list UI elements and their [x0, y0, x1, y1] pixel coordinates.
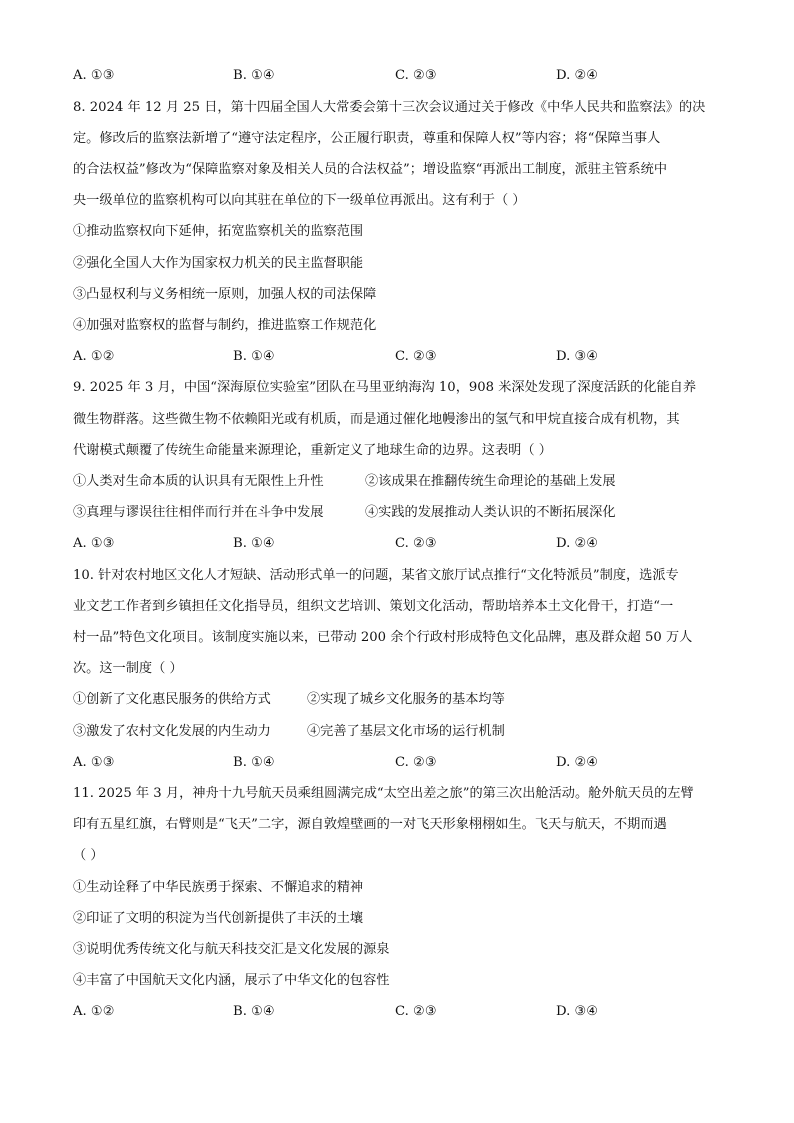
q8-statement: ①推动监察权向下延伸，拓宽监察机关的监察范围 — [73, 224, 364, 239]
q11-statement: ③说明优秀传统文化与航天科技交汇是文化发展的源泉 — [73, 942, 390, 957]
q10-option-d[interactable]: D. ②④ — [556, 755, 599, 770]
q9-statement-row — [73, 472, 733, 492]
q10-option-b[interactable]: B. ①④ — [233, 755, 275, 770]
q10-stem-line: 次。这一制度（ ） — [73, 661, 183, 676]
q8-option-b[interactable]: B. ①④ — [233, 349, 275, 364]
q11-statement: ④丰富了中国航天文化内涵，展示了中华文化的包容性 — [73, 973, 390, 988]
q11-stem-line: 印有五星红旗，右臂则是“飞天”二字，源自敦煌壁画的一对飞天形象栩栩如生。飞天与航天，不期而遇 — [73, 817, 667, 832]
q10-option-a[interactable]: A. ①③ — [73, 755, 115, 770]
q11-stem-line: （ ） — [73, 848, 104, 863]
q10-stem-line: 业文艺工作者到乡镇担任文化指导员，组织文艺培训、策划文化活动，帮助培养本土文化骨干，打造“一 — [73, 599, 674, 614]
q11-option-b[interactable]: B. ①④ — [233, 1004, 275, 1019]
q11-option-d[interactable]: D. ③④ — [556, 1004, 599, 1019]
q10-statement: ④完善了基层文化市场的运行机制 — [307, 724, 505, 739]
q11-option-c[interactable]: C. ②③ — [395, 1004, 437, 1019]
q9-stem-line: 代谢模式颠覆了传统生命能量来源理论，重新定义了地球生命的边界。这表明（ ） — [73, 443, 552, 458]
q9-option-a[interactable]: A. ①③ — [73, 536, 115, 551]
q9-statement: ④实践的发展推动人类认识的不断拓展深化 — [365, 505, 616, 520]
q10-options — [73, 753, 733, 773]
q9-options — [73, 534, 733, 554]
q9-stem-line: 9. 2025 年 3 月，中国“深海原位实验室”团队在马里亚纳海沟 10，908 米深处发现了深度活跃的化能自养 — [73, 380, 697, 395]
q8-stem-line: 的合法权益”修改为“保障监察对象及相关人员的合法权益”；增设监察“再派出工制度，派驻主管系统中 — [73, 162, 668, 177]
q9-option-d[interactable]: D. ②④ — [556, 536, 599, 551]
q7-options — [73, 66, 733, 86]
q9-statement: ③真理与谬误往往相伴而行并在斗争中发展 — [73, 505, 324, 520]
q10-statement: ②实现了城乡文化服务的基本均等 — [307, 692, 505, 707]
q10-statement: ①创新了文化惠民服务的供给方式 — [73, 692, 271, 707]
q11-options — [73, 1002, 733, 1022]
q10-stem-line: 10. 针对农村地区文化人才短缺、活动形式单一的问题，某省文旅厅试点推行“文化特派员”制度，选派专 — [73, 568, 679, 583]
q8-statement: ③凸显权利与义务相统一原则，加强人权的司法保障 — [73, 287, 377, 302]
q9-statement-row — [73, 503, 733, 523]
q11-statement: ②印证了文明的积淀为当代创新提供了丰沃的土壤 — [73, 911, 364, 926]
q7-option-d[interactable]: D. ②④ — [556, 68, 599, 83]
q8-option-d[interactable]: D. ③④ — [556, 349, 599, 364]
q8-statement: ④加强对监察权的监督与制约，推进监察工作规范化 — [73, 318, 377, 333]
q10-statement-row — [73, 722, 733, 742]
q9-stem-line: 微生物群落。这些微生物不依赖阳光或有机质，而是通过催化地幔渗出的氢气和甲烷直接合成有机物，其 — [73, 412, 680, 427]
q10-statement: ③激发了农村文化发展的内生动力 — [73, 724, 271, 739]
q7-option-b[interactable]: B. ①④ — [233, 68, 275, 83]
q9-option-c[interactable]: C. ②③ — [395, 536, 437, 551]
q9-statement: ②该成果在推翻传统生命理论的基础上发展 — [365, 474, 616, 489]
q8-stem-line: 央一级单位的监察机构可以向其驻在单位的下一级单位再派出。这有利于（ ） — [73, 193, 526, 208]
q8-statement: ②强化全国人大作为国家权力机关的民主监督职能 — [73, 256, 364, 271]
q8-stem-line: 定。修改后的监察法新增了“遵守法定程序，公正履行职责，尊重和保障人权”等内容；将“保障当事人 — [73, 131, 661, 146]
q10-stem-line: 村一品”特色文化项目。该制度实施以来，已带动 200 余个行政村形成特色文化品牌，惠及群众超 50 万人 — [73, 630, 693, 645]
q7-option-a[interactable]: A. ①③ — [73, 68, 115, 83]
q8-option-a[interactable]: A. ①② — [73, 349, 115, 364]
q11-option-a[interactable]: A. ①② — [73, 1004, 115, 1019]
q11-stem-line: 11. 2025 年 3 月，神舟十九号航天员乘组圆满完成“太空出差之旅”的第三次出舱活动。舱外航天员的左臂 — [73, 786, 694, 801]
q10-option-c[interactable]: C. ②③ — [395, 755, 437, 770]
q9-statement: ①人类对生命本质的认识具有无限性上升性 — [73, 474, 324, 489]
q11-statement: ①生动诠释了中华民族勇于探索、不懈追求的精神 — [73, 880, 364, 895]
q8-options — [73, 347, 733, 367]
q7-option-c[interactable]: C. ②③ — [395, 68, 437, 83]
q9-option-b[interactable]: B. ①④ — [233, 536, 275, 551]
q10-statement-row — [73, 690, 733, 710]
q8-option-c[interactable]: C. ②③ — [395, 349, 437, 364]
q8-stem-line: 8. 2024 年 12 月 25 日，第十四届全国人大常委会第十三次会议通过关于修改《中华人民共和监察法》的决 — [73, 100, 706, 115]
